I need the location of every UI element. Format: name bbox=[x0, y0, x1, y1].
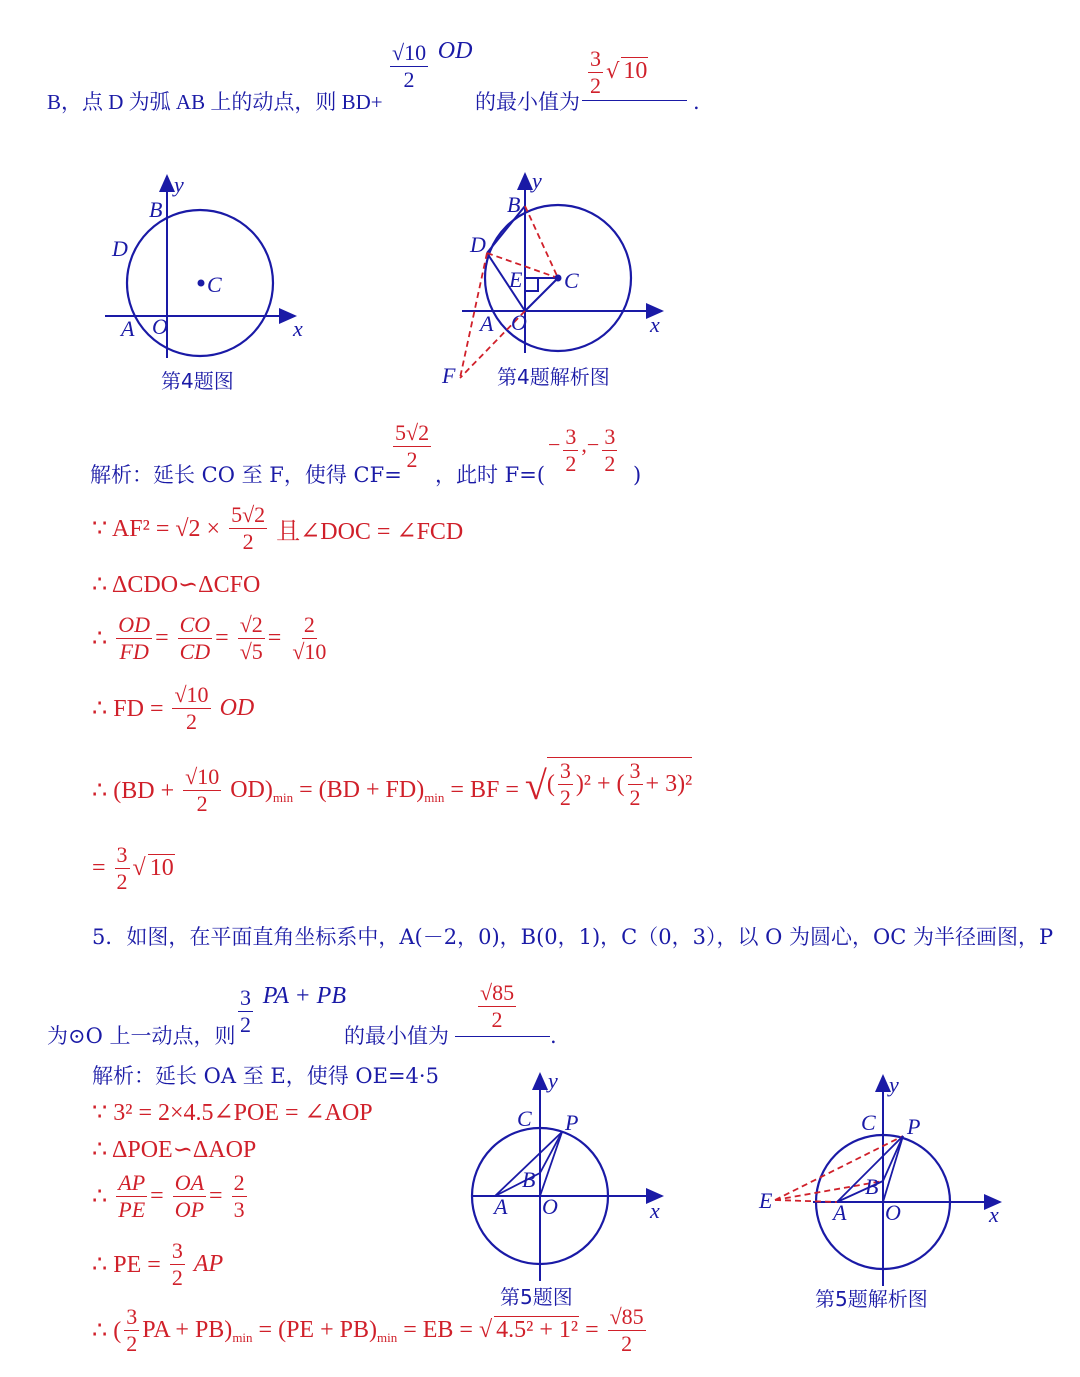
q5-fig2-label-p: P bbox=[907, 1114, 921, 1139]
q4-step5-min2: min bbox=[424, 789, 445, 805]
q5-step3-two: 2 bbox=[233, 1170, 245, 1195]
q4-step5-a: ∴ (BD + bbox=[92, 778, 175, 804]
q4-fig2-label-e: E bbox=[509, 267, 523, 292]
q4-f-coords: − $\frac{3}{2}$ ,− $\frac{3}{2}$ bbox=[548, 424, 616, 476]
q5-fig2-caption: 第5题解析图 bbox=[815, 1287, 928, 1311]
q4-fig1-center-dot bbox=[198, 280, 205, 287]
q4-step1-den: 2 bbox=[242, 529, 254, 554]
q5-step5-root: 4.5² + 1² bbox=[496, 1317, 579, 1343]
q4-fig2-label-f: F bbox=[442, 363, 456, 388]
q4-cf-den: 2 bbox=[406, 447, 418, 472]
q4-step5 bbox=[92, 758, 693, 819]
q5-fig1-segment-bp bbox=[540, 1132, 562, 1173]
q5-step5-d: = EB = bbox=[403, 1317, 473, 1343]
q5-fig2-label-e: E bbox=[759, 1188, 773, 1213]
q4-fig1-caption: 第4题图 bbox=[161, 369, 234, 393]
q4-step5-num: √10 bbox=[185, 764, 220, 789]
q5-fig2-label-a: A bbox=[833, 1200, 847, 1225]
q5-step5-fnum: √85 bbox=[609, 1304, 644, 1329]
q4-answer-blank bbox=[582, 100, 687, 101]
q5-step5-b: PA + PB) bbox=[142, 1317, 233, 1343]
q5-step5-a: ∴ ( bbox=[92, 1318, 122, 1344]
q5-step5-den: 2 bbox=[126, 1331, 138, 1356]
q4-fig1-label-b: B bbox=[149, 197, 163, 222]
q4-fig2-label-d: D bbox=[470, 232, 486, 257]
q4-fig2-label-a: A bbox=[480, 311, 494, 336]
q5-answer-num: √85 bbox=[480, 980, 515, 1005]
q4-step6-num: 3 bbox=[116, 842, 128, 867]
q5-step3-op: OP bbox=[174, 1197, 205, 1222]
q5-fig1-label-c: C bbox=[517, 1106, 532, 1131]
q4-cf-num: 5√2 bbox=[395, 420, 430, 445]
q5-step5: ∴ ( $\frac{3}{2}$ PA + $PB)_{min} = (PE + PB)_{min}$ = EB = √ 4.5² + 1² = $\frac{√85}{2}$ bbox=[92, 1304, 644, 1356]
q5-answer-den: 2 bbox=[491, 1007, 503, 1032]
q5-period: . bbox=[550, 1024, 557, 1048]
q5-fig1-label-a: A bbox=[494, 1194, 508, 1219]
q4-step5-den: 2 bbox=[196, 791, 208, 816]
q4-stem-fraction bbox=[387, 40, 472, 93]
q5-step3-three: 3 bbox=[233, 1197, 245, 1222]
q4-stem-frac-num: √10 bbox=[392, 40, 427, 65]
q5-step5-c: = (PE + PB) bbox=[258, 1317, 377, 1343]
q4-fig2-label-y: y bbox=[532, 168, 542, 193]
q4-step4-den: 2 bbox=[186, 709, 198, 734]
q4-step3-fd: FD bbox=[119, 639, 149, 664]
q5-fig1-label-p: P bbox=[565, 1110, 579, 1135]
q4-step1-b: 且∠DOC = ∠FCD bbox=[276, 519, 464, 545]
q4-analysis-text-a: 解析：延长 CO 至 F，使得 CF= bbox=[90, 463, 402, 487]
q5-fig2-label-o: O bbox=[885, 1200, 901, 1225]
q4-stem-text-b: 的最小值为 bbox=[475, 90, 580, 114]
q4-answer-den: 2 bbox=[590, 73, 601, 98]
q4-step4-b: OD bbox=[219, 695, 255, 721]
q5-step3-pe: PE bbox=[118, 1197, 146, 1222]
q5-stem-line2 bbox=[47, 980, 747, 1050]
q4-fig2-label-c: C bbox=[564, 268, 579, 293]
q5-fig1-label-x: x bbox=[650, 1198, 660, 1223]
q4-answer-root: 10 bbox=[623, 58, 648, 84]
q4-fy-den: 2 bbox=[604, 451, 616, 476]
q5-answer bbox=[478, 980, 516, 1033]
q5-step3-ap: AP bbox=[118, 1170, 146, 1195]
q5-fig1-label-y: y bbox=[548, 1068, 558, 1093]
q4-step5-d: = BF = bbox=[450, 777, 519, 803]
q4-fig2-segment-oc bbox=[525, 278, 558, 311]
q5-step5-min2: min bbox=[376, 1329, 398, 1345]
q4-step6-root: 10 bbox=[149, 855, 174, 881]
q4-fx-num: 3 bbox=[565, 424, 577, 449]
q4-step3-sqrt5: √5 bbox=[239, 639, 263, 664]
q4-step5-radical: √( $\frac{3}{2}$ )² + ( $\frac{3}{2}$ + 3)² bbox=[524, 758, 693, 810]
q4-stem-text-a: B，点 D 为弧 AB 上的动点，则 BD+ bbox=[47, 90, 383, 114]
q4-figure-2 bbox=[430, 168, 680, 403]
q5-step1: ∵ 3² = 2×4.5∠POE = ∠AOP bbox=[92, 1100, 373, 1126]
q5-stem-frac-den: 2 bbox=[240, 1012, 251, 1037]
q4-figure-1 bbox=[95, 168, 325, 403]
q4-fig1-label-y: y bbox=[174, 172, 184, 197]
q4-fig1-label-a: A bbox=[121, 316, 135, 341]
q4-step3-cd: CD bbox=[179, 639, 211, 664]
q5-step4-b: AP bbox=[193, 1251, 224, 1277]
q5-stem-c: 的最小值为 bbox=[344, 1024, 449, 1048]
q4-fig1-label-d: D bbox=[112, 236, 128, 261]
q4-step2: ∴ ΔCDO∽ΔCFO bbox=[92, 572, 261, 598]
q4-step6-den: 2 bbox=[116, 869, 128, 894]
q4-fig2-center-dot bbox=[555, 275, 562, 282]
q5-fig1-caption: 第5题图 bbox=[500, 1285, 573, 1309]
q5-stem-fraction bbox=[235, 985, 346, 1038]
q4-analysis-text-c: ) bbox=[633, 463, 642, 487]
q4-answer-num: 3 bbox=[590, 46, 601, 71]
q5-fig2-label-x: x bbox=[989, 1202, 999, 1227]
q4-stem-frac-den: 2 bbox=[403, 67, 415, 92]
q5-step5-fden: 2 bbox=[621, 1331, 633, 1356]
q4-step4-a: ∴ FD = bbox=[92, 696, 164, 722]
q5-step4-a: ∴ PE = bbox=[92, 1252, 161, 1278]
q4-step3: ∴ $\frac{OD}{FD}$ = $\frac{CO}{CD}$ = $\frac{√2}{√5}$ = $\frac{2}{√10}$ bbox=[92, 612, 327, 664]
q4-answer: $\frac{3}{2}$ √ 10 bbox=[590, 46, 648, 98]
q4-step3-od: OD bbox=[118, 612, 151, 637]
q5-fig1-label-o: O bbox=[542, 1194, 558, 1219]
q5-figure-2 bbox=[755, 1068, 1015, 1318]
q5-step3-oa: OA bbox=[174, 1170, 205, 1195]
q4-step3-two: 2 bbox=[303, 612, 315, 637]
q5-fig2-label-b: B bbox=[865, 1174, 879, 1199]
q5-figure-1 bbox=[462, 1066, 682, 1316]
q5-stem-b: 为⊙O 上一动点，则 bbox=[47, 1024, 236, 1048]
q5-stem-frac-var: PA + PB bbox=[262, 983, 346, 1009]
q5-stem-line1: 5．如图，在平面直角坐标系中，A(－2，0)，B(0，1)，C（0，3），以 O 为圆心，OC 为半径画图，P bbox=[92, 925, 1054, 949]
q4-analysis-text-b: ，此时 F=( bbox=[435, 463, 546, 487]
q5-step3: ∴ $\frac{AP}{PE}$ = $\frac{OA}{OP}$ = $\frac{2}{3}$ bbox=[92, 1170, 245, 1222]
q4-fy-num: 3 bbox=[604, 424, 616, 449]
q4-step1-num: 5√2 bbox=[231, 502, 266, 527]
q4-period: . bbox=[693, 90, 700, 114]
q5-step4-den: 2 bbox=[171, 1265, 183, 1290]
q4-cf-fraction bbox=[393, 420, 431, 473]
q5-step4-num: 3 bbox=[171, 1238, 183, 1263]
q5-step5-min1: min bbox=[232, 1329, 253, 1345]
q4-fig1-label-x: x bbox=[293, 316, 303, 341]
q4-fig1-label-c: C bbox=[207, 272, 222, 297]
q4-step5-c: = (BD + FD) bbox=[299, 777, 425, 803]
q5-step5-e: = bbox=[585, 1317, 599, 1343]
q5-fig2-segment-bp bbox=[883, 1136, 903, 1181]
q4-fig2-caption: 第4题解析图 bbox=[497, 365, 610, 389]
q4-step5-b: OD) bbox=[230, 777, 273, 803]
q5-stem-frac-num: 3 bbox=[240, 985, 251, 1010]
q4-fig2-label-x: x bbox=[650, 312, 660, 337]
q4-fig2-right-angle bbox=[525, 278, 538, 291]
q5-step4 bbox=[92, 1238, 223, 1291]
q4-stem-frac-var: OD bbox=[437, 38, 473, 64]
q5-step5-num: 3 bbox=[126, 1304, 138, 1329]
q4-step3-sqrt2: √2 bbox=[239, 612, 263, 637]
q4-step3-co: CO bbox=[179, 612, 211, 637]
q4-fig2-label-o: O bbox=[511, 310, 527, 335]
q5-fig2-dash-ea bbox=[775, 1200, 837, 1202]
q4-step1 bbox=[92, 502, 463, 555]
q4-step4-num: √10 bbox=[174, 682, 209, 707]
q4-step3-sqrt10: √10 bbox=[292, 639, 327, 664]
q5-answer-blank bbox=[455, 1036, 550, 1037]
q5-fig2-label-y: y bbox=[889, 1072, 899, 1097]
q5-step2: ∴ ΔPOE∽ΔAOP bbox=[92, 1137, 257, 1163]
q4-step6: = $\frac{3}{2}$ √ 10 bbox=[92, 842, 174, 894]
q4-fig2-label-b: B bbox=[507, 192, 521, 217]
q5-fig2-label-c: C bbox=[861, 1110, 876, 1135]
q4-step1-a: ∵ AF² = √2 × bbox=[92, 516, 221, 542]
q4-fx-den: 2 bbox=[565, 451, 577, 476]
q4-analysis-line bbox=[90, 420, 690, 490]
q4-step4 bbox=[92, 682, 254, 735]
q5-fig1-label-b: B bbox=[522, 1167, 536, 1192]
q4-fig1-label-o: O bbox=[152, 314, 168, 339]
q5-analysis: 解析：延长 OA 至 E，使得 OE=4·5 bbox=[92, 1064, 439, 1088]
q4-step5-min1: min bbox=[272, 789, 294, 805]
